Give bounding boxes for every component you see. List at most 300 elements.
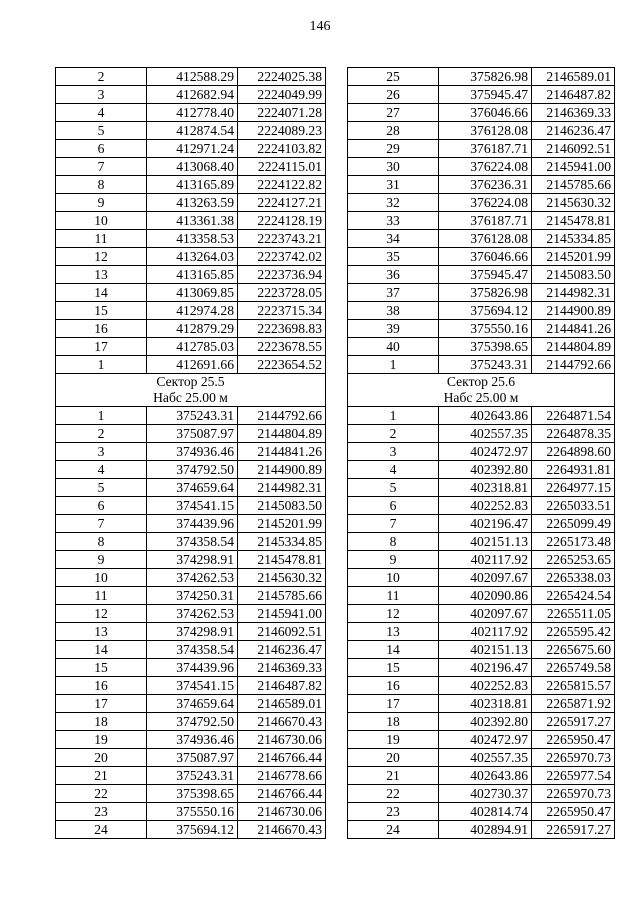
table-row <box>56 785 326 803</box>
x-coordinate-cell: 374250.31 <box>147 587 238 605</box>
y-coordinate-cell: 2145201.99 <box>532 248 615 266</box>
y-coordinate-cell: 2144982.31 <box>238 479 326 497</box>
point-number-cell: 37 <box>348 284 439 302</box>
x-coordinate-cell: 375550.16 <box>439 320 532 338</box>
point-number-cell: 4 <box>56 461 147 479</box>
point-number-cell: 14 <box>348 641 439 659</box>
point-number-cell: 13 <box>348 623 439 641</box>
x-coordinate-cell: 402097.67 <box>439 569 532 587</box>
y-coordinate-cell: 2146766.44 <box>238 785 326 803</box>
point-number-cell: 2 <box>56 425 147 443</box>
point-number-cell: 36 <box>348 266 439 284</box>
table-row <box>348 194 615 212</box>
point-number-cell: 10 <box>348 569 439 587</box>
point-number-cell: 39 <box>348 320 439 338</box>
x-coordinate-cell: 402318.81 <box>439 479 532 497</box>
x-coordinate-cell: 413358.53 <box>147 230 238 248</box>
point-number-cell: 7 <box>56 158 147 176</box>
y-coordinate-cell: 2264977.15 <box>532 479 615 497</box>
table-row <box>56 479 326 497</box>
table-row <box>348 425 615 443</box>
x-coordinate-cell: 402557.35 <box>439 749 532 767</box>
table-row <box>348 821 615 839</box>
point-number-cell: 19 <box>56 731 147 749</box>
y-coordinate-cell: 2265977.54 <box>532 767 615 785</box>
point-number-cell: 12 <box>348 605 439 623</box>
point-number-cell: 34 <box>348 230 439 248</box>
point-number-cell: 12 <box>56 605 147 623</box>
table-row <box>348 695 615 713</box>
y-coordinate-cell: 2265595.42 <box>532 623 615 641</box>
table-row <box>56 104 326 122</box>
y-coordinate-cell: 2145630.32 <box>532 194 615 212</box>
x-coordinate-cell: 376224.08 <box>439 158 532 176</box>
y-coordinate-cell: 2145785.66 <box>532 176 615 194</box>
table-row <box>348 767 615 785</box>
table-row <box>348 212 615 230</box>
x-coordinate-cell: 402097.67 <box>439 605 532 623</box>
point-number-cell: 7 <box>56 515 147 533</box>
y-coordinate-cell: 2146730.06 <box>238 731 326 749</box>
table-row <box>348 461 615 479</box>
table-row <box>56 194 326 212</box>
y-coordinate-cell: 2144900.89 <box>238 461 326 479</box>
y-coordinate-cell: 2145941.00 <box>238 605 326 623</box>
x-coordinate-cell: 412785.03 <box>147 338 238 356</box>
x-coordinate-cell: 374541.15 <box>147 497 238 515</box>
x-coordinate-cell: 374358.54 <box>147 533 238 551</box>
y-coordinate-cell: 2264878.35 <box>532 425 615 443</box>
y-coordinate-cell: 2224049.99 <box>238 86 326 104</box>
x-coordinate-cell: 412974.28 <box>147 302 238 320</box>
table-row <box>348 356 615 374</box>
x-coordinate-cell: 402117.92 <box>439 551 532 569</box>
x-coordinate-cell: 374792.50 <box>147 713 238 731</box>
point-number-cell: 3 <box>56 86 147 104</box>
x-coordinate-cell: 402318.81 <box>439 695 532 713</box>
table-row <box>348 731 615 749</box>
table-row <box>56 425 326 443</box>
y-coordinate-cell: 2265749.58 <box>532 659 615 677</box>
y-coordinate-cell: 2224025.38 <box>238 68 326 86</box>
point-number-cell: 23 <box>348 803 439 821</box>
table-row <box>56 515 326 533</box>
y-coordinate-cell: 2224127.21 <box>238 194 326 212</box>
point-number-cell: 16 <box>56 320 147 338</box>
y-coordinate-cell: 2146670.43 <box>238 713 326 731</box>
table-row <box>56 677 326 695</box>
table-row <box>56 713 326 731</box>
table-row <box>348 407 615 425</box>
point-number-cell: 11 <box>56 587 147 605</box>
x-coordinate-cell: 402252.83 <box>439 497 532 515</box>
point-number-cell: 22 <box>56 785 147 803</box>
point-number-cell: 2 <box>56 68 147 86</box>
point-number-cell: 22 <box>348 785 439 803</box>
point-number-cell: 9 <box>56 194 147 212</box>
y-coordinate-cell: 2145478.81 <box>532 212 615 230</box>
y-coordinate-cell: 2146369.33 <box>532 104 615 122</box>
x-coordinate-cell: 402196.47 <box>439 659 532 677</box>
table-row <box>348 338 615 356</box>
y-coordinate-cell: 2145083.50 <box>532 266 615 284</box>
x-coordinate-cell: 402151.13 <box>439 533 532 551</box>
table-row <box>56 461 326 479</box>
x-coordinate-cell: 374541.15 <box>147 677 238 695</box>
table-row <box>348 677 615 695</box>
point-number-cell: 6 <box>56 140 147 158</box>
x-coordinate-cell: 402894.91 <box>439 821 532 839</box>
point-number-cell: 17 <box>56 695 147 713</box>
x-coordinate-cell: 402392.80 <box>439 461 532 479</box>
table-row <box>56 623 326 641</box>
coordinates-table-left <box>55 67 326 839</box>
y-coordinate-cell: 2264898.60 <box>532 443 615 461</box>
point-number-cell: 16 <box>56 677 147 695</box>
point-number-cell: 1 <box>56 407 147 425</box>
y-coordinate-cell: 2145334.85 <box>238 533 326 551</box>
x-coordinate-cell: 376224.08 <box>439 194 532 212</box>
x-coordinate-cell: 402730.37 <box>439 785 532 803</box>
y-coordinate-cell: 2145083.50 <box>238 497 326 515</box>
x-coordinate-cell: 375694.12 <box>147 821 238 839</box>
y-coordinate-cell: 2223728.05 <box>238 284 326 302</box>
table-row <box>56 731 326 749</box>
point-number-cell: 11 <box>56 230 147 248</box>
sector-title: Сектор 25.5 <box>156 374 225 389</box>
x-coordinate-cell: 413264.03 <box>147 248 238 266</box>
table-row <box>348 497 615 515</box>
y-coordinate-cell: 2265675.60 <box>532 641 615 659</box>
y-coordinate-cell: 2146670.43 <box>238 821 326 839</box>
y-coordinate-cell: 2224089.23 <box>238 122 326 140</box>
table-row <box>348 533 615 551</box>
sector-header-row <box>56 374 326 407</box>
x-coordinate-cell: 375945.47 <box>439 86 532 104</box>
x-coordinate-cell: 374936.46 <box>147 731 238 749</box>
point-number-cell: 13 <box>56 266 147 284</box>
table-row <box>56 533 326 551</box>
table-row <box>348 86 615 104</box>
point-number-cell: 13 <box>56 623 147 641</box>
y-coordinate-cell: 2144982.31 <box>532 284 615 302</box>
table-row <box>56 248 326 266</box>
table-row <box>56 212 326 230</box>
point-number-cell: 19 <box>348 731 439 749</box>
point-number-cell: 10 <box>56 212 147 230</box>
table-row <box>348 587 615 605</box>
table-row <box>348 248 615 266</box>
table-row <box>348 302 615 320</box>
point-number-cell: 1 <box>348 407 439 425</box>
y-coordinate-cell: 2146589.01 <box>238 695 326 713</box>
x-coordinate-cell: 375087.97 <box>147 749 238 767</box>
y-coordinate-cell: 2146236.47 <box>532 122 615 140</box>
y-coordinate-cell: 2223743.21 <box>238 230 326 248</box>
point-number-cell: 1 <box>348 356 439 374</box>
y-coordinate-cell: 2146730.06 <box>238 803 326 821</box>
point-number-cell: 20 <box>348 749 439 767</box>
sector-height: Набс 25.00 м <box>153 390 228 405</box>
point-number-cell: 8 <box>56 176 147 194</box>
table-row <box>348 659 615 677</box>
table-row <box>348 176 615 194</box>
y-coordinate-cell: 2145785.66 <box>238 587 326 605</box>
table-row <box>56 803 326 821</box>
table-row <box>56 695 326 713</box>
point-number-cell: 1 <box>56 356 147 374</box>
table-row <box>56 641 326 659</box>
y-coordinate-cell: 2223742.02 <box>238 248 326 266</box>
y-coordinate-cell: 2265511.05 <box>532 605 615 623</box>
y-coordinate-cell: 2265815.57 <box>532 677 615 695</box>
y-coordinate-cell: 2265950.47 <box>532 731 615 749</box>
x-coordinate-cell: 412588.29 <box>147 68 238 86</box>
x-coordinate-cell: 376236.31 <box>439 176 532 194</box>
sector-header-row <box>348 374 615 407</box>
point-number-cell: 32 <box>348 194 439 212</box>
y-coordinate-cell: 2146369.33 <box>238 659 326 677</box>
x-coordinate-cell: 374439.96 <box>147 659 238 677</box>
y-coordinate-cell: 2144792.66 <box>532 356 615 374</box>
x-coordinate-cell: 402117.92 <box>439 623 532 641</box>
point-number-cell: 18 <box>56 713 147 731</box>
point-number-cell: 28 <box>348 122 439 140</box>
x-coordinate-cell: 402392.80 <box>439 713 532 731</box>
point-number-cell: 2 <box>348 425 439 443</box>
y-coordinate-cell: 2265871.92 <box>532 695 615 713</box>
table-row <box>348 641 615 659</box>
x-coordinate-cell: 375826.98 <box>439 68 532 86</box>
point-number-cell: 14 <box>56 641 147 659</box>
point-number-cell: 12 <box>56 248 147 266</box>
x-coordinate-cell: 375398.65 <box>439 338 532 356</box>
table-row <box>56 407 326 425</box>
point-number-cell: 15 <box>348 659 439 677</box>
point-number-cell: 17 <box>56 338 147 356</box>
x-coordinate-cell: 412778.40 <box>147 104 238 122</box>
point-number-cell: 27 <box>348 104 439 122</box>
x-coordinate-cell: 412682.94 <box>147 86 238 104</box>
table-row <box>56 68 326 86</box>
y-coordinate-cell: 2224103.82 <box>238 140 326 158</box>
y-coordinate-cell: 2146487.82 <box>238 677 326 695</box>
y-coordinate-cell: 2146487.82 <box>532 86 615 104</box>
x-coordinate-cell: 374262.53 <box>147 605 238 623</box>
y-coordinate-cell: 2265338.03 <box>532 569 615 587</box>
x-coordinate-cell: 375243.31 <box>147 767 238 785</box>
y-coordinate-cell: 2144804.89 <box>532 338 615 356</box>
x-coordinate-cell: 376187.71 <box>439 212 532 230</box>
point-number-cell: 9 <box>348 551 439 569</box>
table-row <box>56 356 326 374</box>
x-coordinate-cell: 413068.40 <box>147 158 238 176</box>
table-row <box>56 338 326 356</box>
point-number-cell: 20 <box>56 749 147 767</box>
table-row <box>348 443 615 461</box>
y-coordinate-cell: 2145478.81 <box>238 551 326 569</box>
x-coordinate-cell: 374262.53 <box>147 569 238 587</box>
y-coordinate-cell: 2146778.66 <box>238 767 326 785</box>
y-coordinate-cell: 2146092.51 <box>532 140 615 158</box>
sector-header-cell <box>56 374 326 407</box>
point-number-cell: 4 <box>56 104 147 122</box>
y-coordinate-cell: 2224122.82 <box>238 176 326 194</box>
table-row <box>348 515 615 533</box>
y-coordinate-cell: 2265950.47 <box>532 803 615 821</box>
x-coordinate-cell: 412691.66 <box>147 356 238 374</box>
table-row <box>56 443 326 461</box>
table-row <box>56 569 326 587</box>
point-number-cell: 21 <box>56 767 147 785</box>
table-row <box>348 122 615 140</box>
y-coordinate-cell: 2146589.01 <box>532 68 615 86</box>
table-row <box>348 320 615 338</box>
x-coordinate-cell: 374936.46 <box>147 443 238 461</box>
x-coordinate-cell: 402252.83 <box>439 677 532 695</box>
x-coordinate-cell: 375087.97 <box>147 425 238 443</box>
point-number-cell: 25 <box>348 68 439 86</box>
point-number-cell: 4 <box>348 461 439 479</box>
x-coordinate-cell: 376128.08 <box>439 230 532 248</box>
y-coordinate-cell: 2145630.32 <box>238 569 326 587</box>
table-row <box>56 551 326 569</box>
x-coordinate-cell: 413069.85 <box>147 284 238 302</box>
y-coordinate-cell: 2146766.44 <box>238 749 326 767</box>
table-row <box>348 140 615 158</box>
table-row <box>348 551 615 569</box>
point-number-cell: 18 <box>348 713 439 731</box>
x-coordinate-cell: 374298.91 <box>147 623 238 641</box>
y-coordinate-cell: 2146236.47 <box>238 641 326 659</box>
x-coordinate-cell: 402472.97 <box>439 731 532 749</box>
point-number-cell: 15 <box>56 302 147 320</box>
coordinates-table-right-body <box>348 68 615 839</box>
table-row <box>348 230 615 248</box>
y-coordinate-cell: 2265173.48 <box>532 533 615 551</box>
point-number-cell: 8 <box>56 533 147 551</box>
y-coordinate-cell: 2223698.83 <box>238 320 326 338</box>
point-number-cell: 31 <box>348 176 439 194</box>
y-coordinate-cell: 2144804.89 <box>238 425 326 443</box>
table-row <box>348 623 615 641</box>
point-number-cell: 11 <box>348 587 439 605</box>
table-row <box>348 479 615 497</box>
y-coordinate-cell: 2144841.26 <box>532 320 615 338</box>
point-number-cell: 17 <box>348 695 439 713</box>
x-coordinate-cell: 412874.54 <box>147 122 238 140</box>
table-row <box>348 785 615 803</box>
table-row <box>56 821 326 839</box>
x-coordinate-cell: 375826.98 <box>439 284 532 302</box>
x-coordinate-cell: 402814.74 <box>439 803 532 821</box>
x-coordinate-cell: 376046.66 <box>439 248 532 266</box>
point-number-cell: 3 <box>348 443 439 461</box>
table-row <box>348 284 615 302</box>
x-coordinate-cell: 376046.66 <box>439 104 532 122</box>
x-coordinate-cell: 375398.65 <box>147 785 238 803</box>
y-coordinate-cell: 2265033.51 <box>532 497 615 515</box>
point-number-cell: 6 <box>56 497 147 515</box>
y-coordinate-cell: 2264931.81 <box>532 461 615 479</box>
x-coordinate-cell: 412879.29 <box>147 320 238 338</box>
table-row <box>348 569 615 587</box>
x-coordinate-cell: 374792.50 <box>147 461 238 479</box>
point-number-cell: 38 <box>348 302 439 320</box>
table-row <box>56 122 326 140</box>
table-row <box>56 605 326 623</box>
x-coordinate-cell: 402643.86 <box>439 767 532 785</box>
y-coordinate-cell: 2265917.27 <box>532 821 615 839</box>
y-coordinate-cell: 2144900.89 <box>532 302 615 320</box>
point-number-cell: 5 <box>56 479 147 497</box>
y-coordinate-cell: 2223654.52 <box>238 356 326 374</box>
x-coordinate-cell: 402557.35 <box>439 425 532 443</box>
table-row <box>56 320 326 338</box>
table-row <box>348 713 615 731</box>
y-coordinate-cell: 2223736.94 <box>238 266 326 284</box>
x-coordinate-cell: 375243.31 <box>147 407 238 425</box>
table-row <box>56 284 326 302</box>
x-coordinate-cell: 413165.89 <box>147 176 238 194</box>
point-number-cell: 9 <box>56 551 147 569</box>
table-row <box>56 497 326 515</box>
table-row <box>348 266 615 284</box>
table-row <box>56 749 326 767</box>
y-coordinate-cell: 2265970.73 <box>532 785 615 803</box>
x-coordinate-cell: 376128.08 <box>439 122 532 140</box>
y-coordinate-cell: 2224071.28 <box>238 104 326 122</box>
table-row <box>348 749 615 767</box>
point-number-cell: 16 <box>348 677 439 695</box>
table-row <box>56 302 326 320</box>
sector-header-cell <box>348 374 615 407</box>
point-number-cell: 35 <box>348 248 439 266</box>
point-number-cell: 3 <box>56 443 147 461</box>
point-number-cell: 5 <box>56 122 147 140</box>
y-coordinate-cell: 2265253.65 <box>532 551 615 569</box>
point-number-cell: 29 <box>348 140 439 158</box>
y-coordinate-cell: 2145941.00 <box>532 158 615 176</box>
x-coordinate-cell: 413263.59 <box>147 194 238 212</box>
table-row <box>56 659 326 677</box>
y-coordinate-cell: 2223678.55 <box>238 338 326 356</box>
point-number-cell: 23 <box>56 803 147 821</box>
point-number-cell: 30 <box>348 158 439 176</box>
y-coordinate-cell: 2145334.85 <box>532 230 615 248</box>
point-number-cell: 14 <box>56 284 147 302</box>
table-row <box>348 104 615 122</box>
table-row <box>348 158 615 176</box>
page-number: 146 <box>309 19 331 34</box>
point-number-cell: 33 <box>348 212 439 230</box>
y-coordinate-cell: 2265970.73 <box>532 749 615 767</box>
x-coordinate-cell: 375550.16 <box>147 803 238 821</box>
y-coordinate-cell: 2223715.34 <box>238 302 326 320</box>
x-coordinate-cell: 374298.91 <box>147 551 238 569</box>
x-coordinate-cell: 402643.86 <box>439 407 532 425</box>
x-coordinate-cell: 402151.13 <box>439 641 532 659</box>
x-coordinate-cell: 375945.47 <box>439 266 532 284</box>
point-number-cell: 7 <box>348 515 439 533</box>
y-coordinate-cell: 2144792.66 <box>238 407 326 425</box>
x-coordinate-cell: 413361.38 <box>147 212 238 230</box>
point-number-cell: 10 <box>56 569 147 587</box>
y-coordinate-cell: 2265424.54 <box>532 587 615 605</box>
x-coordinate-cell: 413165.85 <box>147 266 238 284</box>
table-row <box>56 767 326 785</box>
x-coordinate-cell: 374659.64 <box>147 479 238 497</box>
